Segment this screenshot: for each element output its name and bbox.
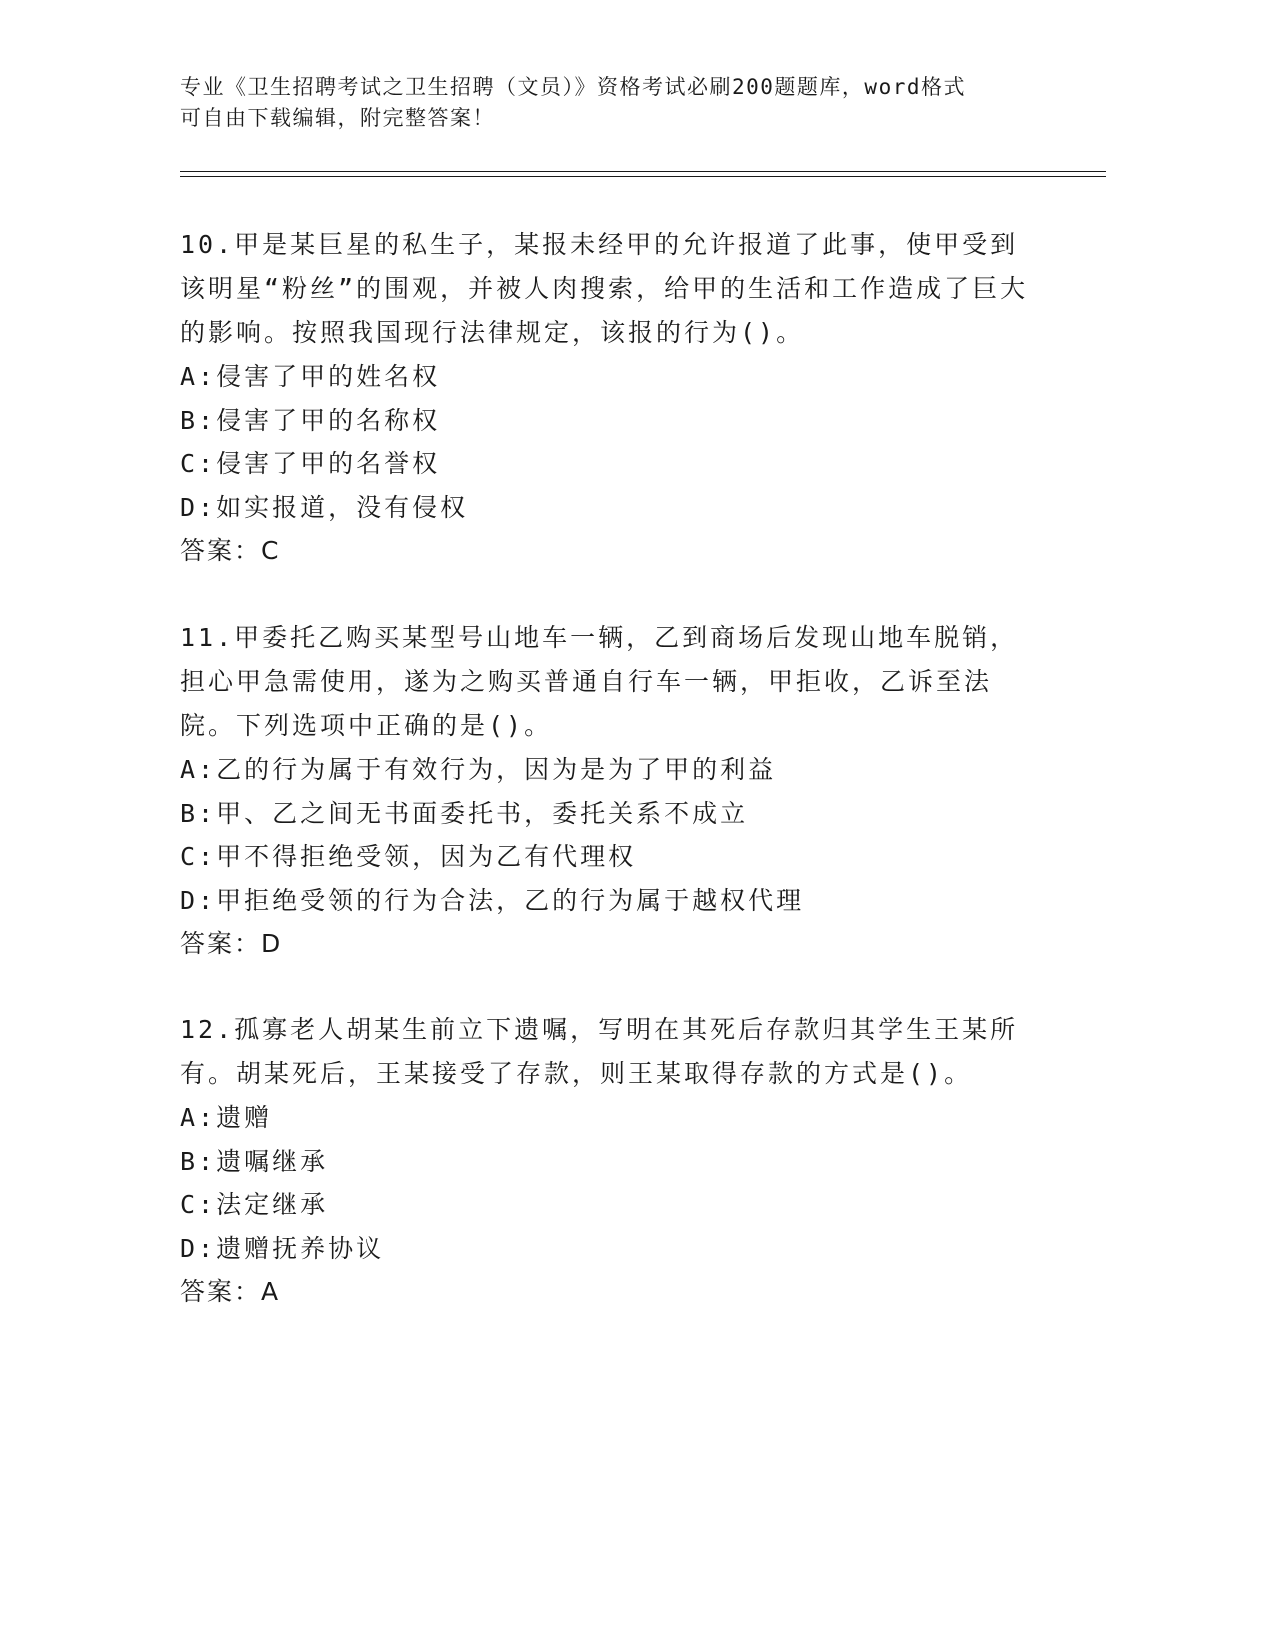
option-d: D:如实报道，没有侵权	[180, 492, 469, 522]
question-stem: 11.甲委托乙购买某型号山地车一辆，乙到商场后发现山地车脱销，担心甲急需使用，遂为之购买普通自行车一辆，甲拒收，乙诉至法院。下列选项中正确的是()。	[180, 623, 1019, 740]
option-b: B:甲、乙之间无书面委托书，委托关系不成立	[180, 798, 749, 828]
option-a: A:遗赠	[180, 1103, 273, 1132]
option-c: C:侵害了甲的名誉权	[180, 449, 441, 478]
option-d: D:甲拒绝受领的行为合法，乙的行为属于越权代理	[180, 885, 805, 915]
question-stem: 10.甲是某巨星的私生子，某报未经甲的允许报道了此事，使甲受到该明星“粉丝”的围观，并被人肉搜索，给甲的生活和工作造成了巨大的影响。按照我国现行法律规定，该报的行为()。	[180, 230, 1029, 347]
option-a: A:侵害了甲的姓名权	[180, 362, 441, 391]
option-d: D:遗赠抚养协议	[180, 1233, 385, 1263]
question-11	[180, 616, 1040, 966]
question-stem: 12.孤寡老人胡某生前立下遗嘱，写明在其死后存款归其学生王某所有。胡某死后，王某接受了存款，则王某取得存款的方式是()。	[180, 1015, 1019, 1088]
answer-line: 答案：D	[180, 929, 283, 958]
option-c: C:法定继承	[180, 1190, 329, 1219]
header-divider-bottom	[180, 176, 1106, 177]
header-line-1: 专业《卫生招聘考试之卫生招聘（文员）》资格考试必刷200题题库，word格式	[180, 75, 966, 99]
option-b: B:侵害了甲的名称权	[180, 405, 441, 435]
option-b: B:遗嘱继承	[180, 1146, 329, 1176]
header-line-2: 可自由下载编辑，附完整答案！	[180, 106, 495, 130]
answer-line: 答案：A	[180, 1277, 281, 1306]
document-header	[180, 72, 1040, 134]
header-divider-top	[180, 171, 1106, 172]
option-a: A:乙的行为属于有效行为，因为是为了甲的利益	[180, 755, 777, 784]
question-12	[180, 1008, 1040, 1314]
option-c: C:甲不得拒绝受领，因为乙有代理权	[180, 842, 637, 871]
answer-line: 答案：C	[180, 536, 281, 565]
question-10	[180, 223, 1040, 573]
